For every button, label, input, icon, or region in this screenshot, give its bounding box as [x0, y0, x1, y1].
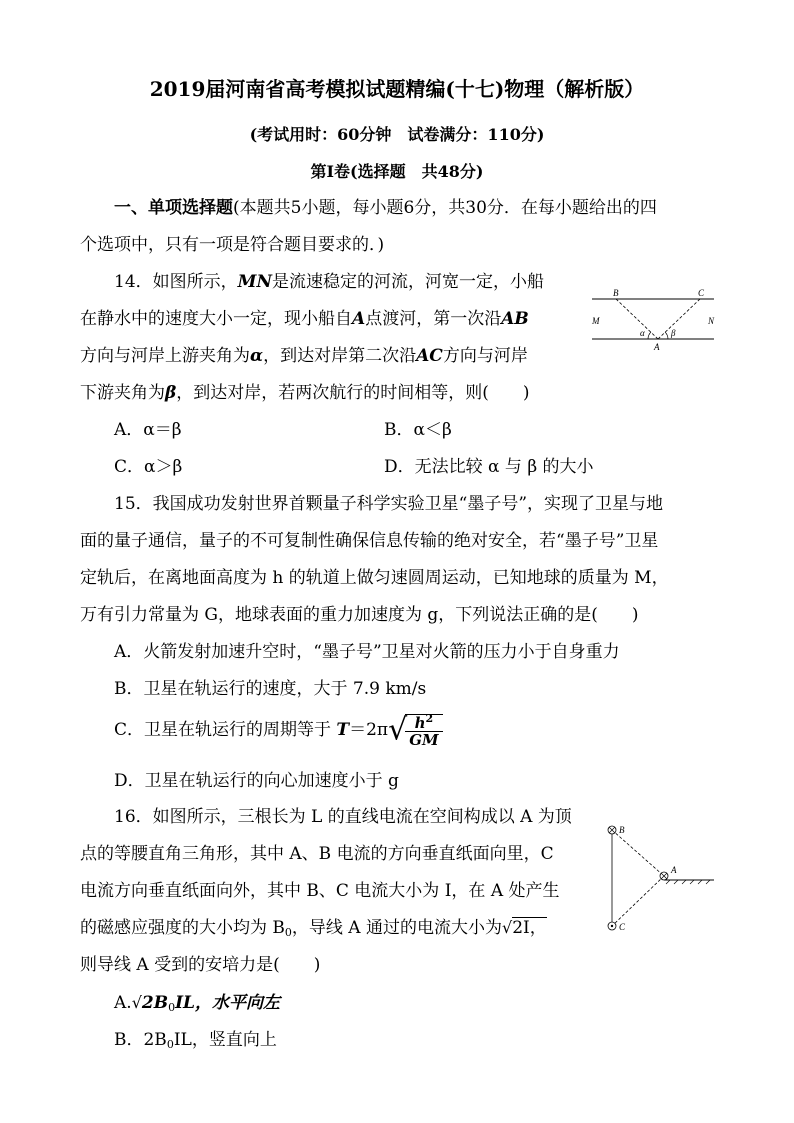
- label-a: A: [671, 865, 677, 875]
- q15-line3: 定轨后，在离地面高度为 h 的轨道上做匀速圆周运动，已知地球的质量为 M，: [80, 568, 669, 588]
- q15-line1: 15．我国成功发射世界首颗量子科学实验卫星“墨子号”，实现了卫星与地: [114, 494, 664, 514]
- path-ab: [616, 299, 658, 339]
- q16-line4: 的磁感应强度的大小均为 $B_0$，导线 A 通过的电流大小为√2I，: [80, 918, 547, 939]
- exam-info: (考试用时：60分钟 试卷满分：110分): [249, 125, 545, 144]
- river-diagram: [588, 284, 722, 356]
- q16-line2: 点的等腰直角三角形，其中 A、B 电流的方向垂直纸面向里，C: [80, 844, 554, 864]
- label-b: B: [613, 288, 619, 298]
- label-c: C: [619, 922, 626, 932]
- q15-option-b[interactable]: B．卫星在轨运行的速度，大于 7.9 km/s: [114, 679, 427, 699]
- q15-option-c[interactable]: C．卫星在轨运行的周期等于 T＝2π√ $\frac{h^2}{GM}$: [114, 712, 443, 748]
- q15-option-d[interactable]: D．卫星在轨运行的向心加速度小于 g: [114, 771, 399, 791]
- q15-option-a[interactable]: A．火箭发射加速升空时，“墨子号”卫星对火箭的压力小于自身重力: [114, 642, 620, 662]
- q14-option-c[interactable]: C．α＞β: [114, 457, 183, 477]
- label-alpha: α: [640, 328, 645, 338]
- q16-option-a[interactable]: $A.√2B_0IL$，水平向左: [114, 993, 280, 1014]
- label-n: N: [708, 316, 715, 326]
- q14-line3: 方向与河岸上游夹角为α，到达对岸第二次沿AC方向与河岸: [80, 346, 528, 366]
- section-heading: 一、单项选择题: [114, 198, 233, 218]
- q14-line1: 14．如图所示，MN是流速稳定的河流，河宽一定，小船: [114, 272, 544, 292]
- q14-line2: 在静水中的速度大小一定，现小船自A点渡河，第一次沿AB: [80, 309, 529, 329]
- q16-line5: 则导线 A 受到的安培力是( ): [80, 955, 321, 975]
- q16-line3: 电流方向垂直纸面向外，其中 B、C 电流大小为 I，在 A 处产生: [80, 881, 560, 901]
- page-title: 2019届河南省高考模拟试题精编(十七)物理（解析版）: [149, 77, 645, 101]
- q16-line1: 16．如图所示，三根长为 L 的直线电流在空间构成以 A 为顶: [114, 807, 572, 827]
- q14-line4: 下游夹角为β，到达对岸，若两次航行的时间相等，则( ): [80, 383, 530, 403]
- q14-option-d[interactable]: D．无法比较 α 与 β 的大小: [384, 457, 594, 477]
- q15-line2: 面的量子通信，量子的不可复制性确保信息传输的绝对安全，若“墨子号”卫星: [80, 531, 659, 551]
- label-c: C: [698, 288, 705, 298]
- q14-option-b[interactable]: B．α＜β: [384, 420, 452, 440]
- q16-option-b[interactable]: B．$2B_0IL$，竖直向上: [114, 1030, 277, 1051]
- label-a: A: [654, 342, 660, 352]
- q14-option-a[interactable]: A．α＝β: [114, 420, 182, 440]
- section-intro-line2: 个选项中，只有一项是符合题目要求的．): [80, 235, 385, 255]
- wire-triangle-diagram: [600, 818, 720, 938]
- label-b: B: [619, 825, 625, 835]
- label-m: M: [592, 316, 600, 326]
- section-intro-line1: 一、单项选择题(本题共5小题，每小题6分，共30分．在每小题给出的四: [114, 198, 657, 218]
- label-beta: β: [671, 328, 676, 338]
- part-heading: 第Ⅰ卷(选择题 共48分): [310, 162, 484, 181]
- q15-line4: 万有引力常量为 G，地球表面的重力加速度为 g，下列说法正确的是( ): [80, 605, 639, 625]
- path-ac: [658, 299, 700, 339]
